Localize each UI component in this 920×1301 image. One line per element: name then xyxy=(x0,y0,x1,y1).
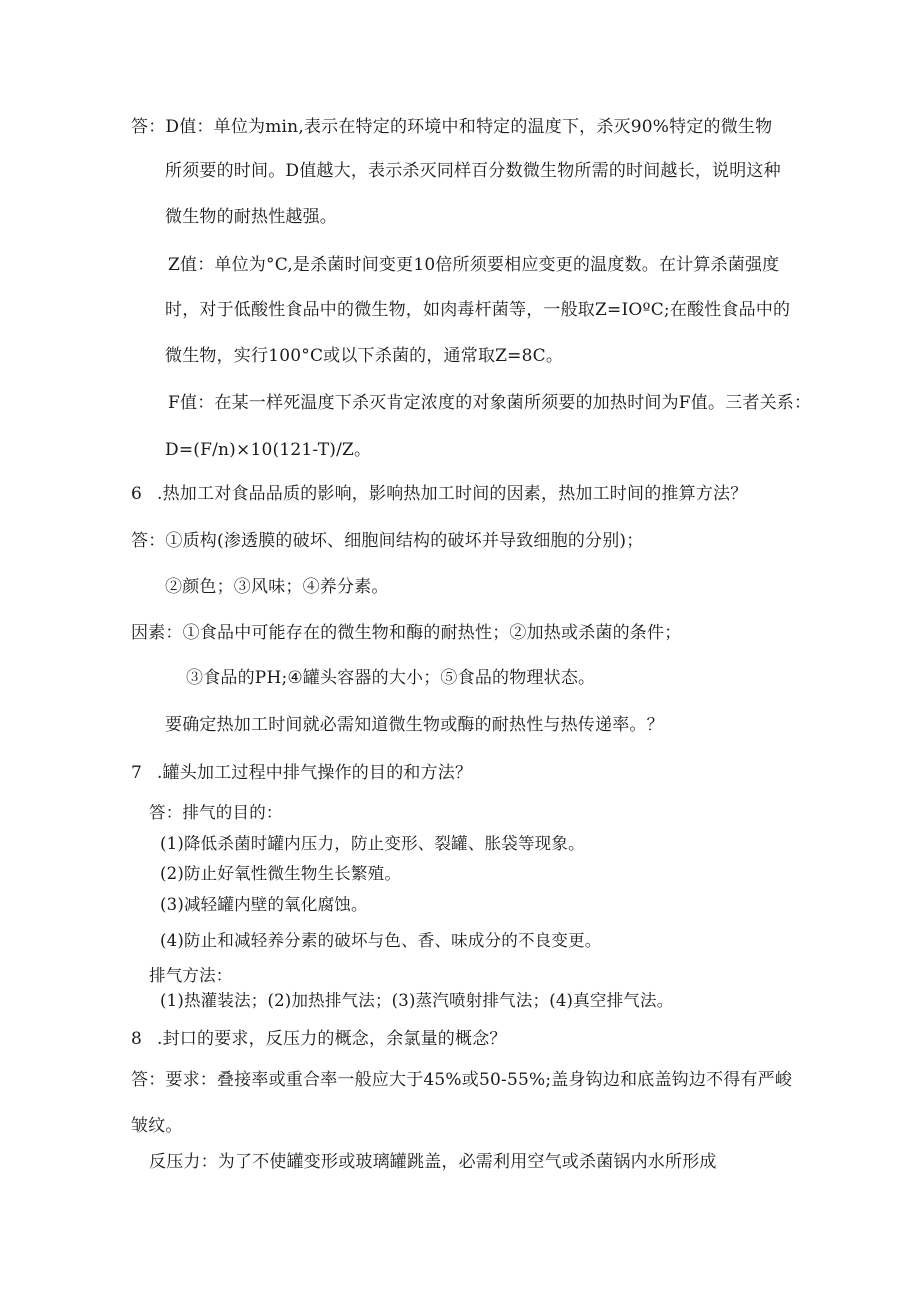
q7-methods-list: (1)热灌装法；(2)加热排气法；(3)蒸汽喷射排气法；(4)真空排气法。 xyxy=(160,991,674,1010)
question-number: 7 xyxy=(131,763,143,783)
answer-d-value-line2: 所须要的时间。D值越大，表示杀灭同样百分数微生物所需的时间越长，说明这种 xyxy=(165,161,781,181)
q6-answer-line1: 答：①质构(渗透膜的破坏、细胞间结构的破坏并导致细胞的分别)； xyxy=(131,531,644,551)
q8-back-pressure: 反压力：为了不使罐变形或玻璃罐跳盖，必需利用空气或杀菌锅内水所形成 xyxy=(149,1152,717,1172)
question-text: .罐头加工过程中排气操作的目的和方法？ xyxy=(157,763,473,783)
q7-purpose-item: (1)降低杀菌时罐内压力，防止变形、裂罐、胀袋等现象。 xyxy=(160,834,585,853)
q7-purpose-item: (2)防止好氧性微生物生长繁殖。 xyxy=(160,864,402,883)
question-6 xyxy=(131,483,747,505)
q8-answer-line2: 皱纹。 xyxy=(131,1116,183,1136)
q7-purpose-item: (4)防止和减轻养分素的破坏与色、香、味成分的不良变更。 xyxy=(160,931,602,950)
question-text: .封口的要求，反压力的概念，余氯量的概念？ xyxy=(157,1029,507,1049)
answer-f-value-line1: F值：在某一样死温度下杀灭肯定浓度的对象菌所须要的加热时间为F值。三者关系： xyxy=(168,393,812,413)
q6-method: 要确定热加工时间就必需知道微生物或酶的耐热性与热传递率。？ xyxy=(165,715,664,735)
question-7 xyxy=(131,762,472,784)
q7-methods-heading: 排气方法： xyxy=(149,966,233,985)
answer-z-value-line2: 时，对于低酸性食品中的微生物，如肉毒杆菌等，一般取Z=IOºC;在酸性食品中的 xyxy=(165,300,791,320)
question-number: 6 xyxy=(131,484,143,504)
q6-factors-line1: 因素：①食品中可能存在的微生物和酶的耐热性；②加热或杀菌的条件； xyxy=(131,623,682,643)
answer-z-value-line3: 微生物，实行100°C或以下杀菌的，通常取Z=8C。 xyxy=(165,346,564,366)
q7-purpose-heading: 答：排气的目的： xyxy=(149,803,283,822)
q7-purpose-item: (3)减轻罐内壁的氧化腐蚀。 xyxy=(160,895,368,914)
q6-factors-line2: ③食品的PH;④罐头容器的大小；⑤食品的物理状态。 xyxy=(186,668,596,688)
answer-d-value-line1: 答：D值：单位为min,表示在特定的环境中和特定的温度下，杀灭90%特定的微生物 xyxy=(131,117,773,137)
question-text: .热加工对食品品质的影响，影响热加工时间的因素，热加工时间的推算方法？ xyxy=(157,484,748,504)
answer-formula: D=(F/n)×10(121-T)/Z。 xyxy=(165,440,372,460)
question-8 xyxy=(131,1028,507,1050)
question-number: 8 xyxy=(131,1029,143,1049)
q6-answer-line2: ②颜色；③风味；④养分素。 xyxy=(165,577,389,597)
answer-d-value-line3: 微生物的耐热性越强。 xyxy=(165,207,337,227)
q8-answer-line1: 答：要求：叠接率或重合率一般应大于45%或50-55%;盖身钩边和底盖钩边不得有严峻 xyxy=(131,1070,793,1090)
answer-z-value-line1: Z值：单位为°C,是杀菌时间变更10倍所须要相应变更的温度数。在计算杀菌强度 xyxy=(168,255,780,275)
